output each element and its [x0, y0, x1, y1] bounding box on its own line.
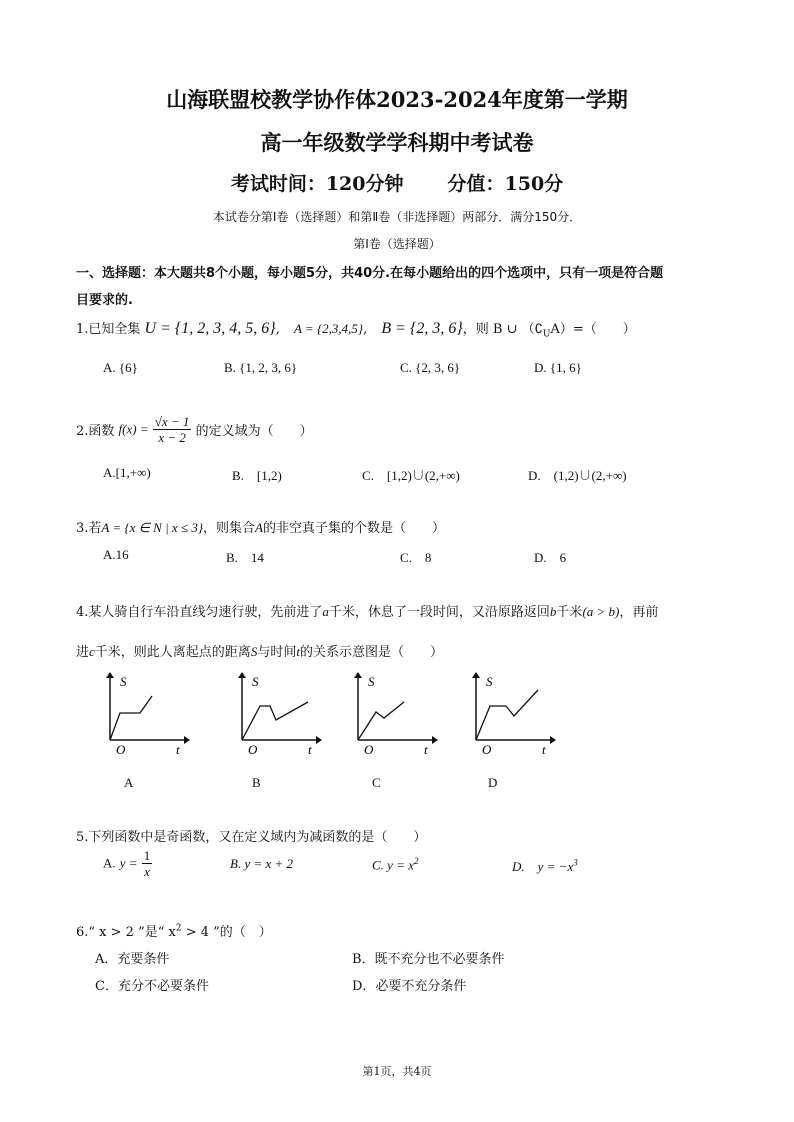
q4-var-c: c [89, 644, 95, 659]
q4-graph-a-origin: O [116, 742, 126, 755]
q5-option-a-label: A. [103, 855, 116, 871]
q4-text-f: 千米，则此人离起点的距离 [94, 645, 251, 660]
q1-suffix2: A）=（ ） [550, 322, 636, 337]
q1-option-d[interactable]: D. {1, 6} [534, 360, 582, 375]
q2-denominator: x − 2 [158, 430, 186, 445]
q2-fx: f(x) = [118, 421, 149, 437]
q5-option-a-fraction [142, 848, 153, 879]
q5-option-a-num: 1 [143, 848, 151, 863]
q2-option-d[interactable]: D. (1,2)∪(2,+∞) [528, 468, 627, 483]
q4-graph-c-axis-s: S [368, 674, 375, 689]
q4-graph-d[interactable] [466, 670, 556, 755]
q3-set: A = {x ∈ N | x ≤ 3} [101, 520, 204, 535]
q4-graph-c-origin: O [364, 742, 374, 755]
q5-option-c-label: C. y = x [372, 857, 414, 873]
q4-var-b: b [549, 604, 557, 619]
q1-suffix: ，则 B ∪ （∁ [462, 322, 543, 337]
q3-set-a: A [255, 520, 263, 535]
q4-graph-c-axis-t: t [424, 742, 428, 755]
q4-graph-b-axis-t: t [308, 742, 312, 755]
q1-sub: U [542, 329, 551, 340]
q4-graph-a[interactable] [100, 670, 190, 755]
q5-option-c-sup: 2 [413, 856, 419, 866]
question-1: 1.已知全集 U = {1, 2, 3, 4, 5, 6}, A = {2,3,4,5}, B = {2, 3, 6}，则 B ∪ $(∁_UA)=$（ ） [76, 320, 636, 340]
section1-line2: 目要求的. [76, 293, 133, 308]
exam-meta [0, 169, 794, 196]
q4-graph-d-axis-t: t [542, 742, 546, 755]
q4-text-d: ，再前 [619, 605, 659, 620]
question-3 [76, 517, 445, 536]
exam-title-line2: 高一年级数学学科期中考试卷 [260, 130, 534, 155]
q4-graph-a-axis-t: t [176, 742, 180, 755]
q3-option-a[interactable]: A.16 [103, 547, 129, 562]
q6-stem-sup: 2 [175, 923, 182, 934]
q4-graph-b-origin: O [248, 742, 258, 755]
q1-option-c[interactable]: C. {2, 3, 6} [400, 360, 461, 375]
q5-option-c[interactable] [372, 856, 418, 873]
q2-numerator: √x − 1 [154, 414, 190, 429]
question-6 [76, 921, 272, 940]
q6-option-b[interactable]: B．既不充分也不必要条件 [352, 952, 505, 967]
q6-stem-a: 6.“ x > 2 ”是“ x [76, 925, 176, 940]
q3-option-b[interactable]: B. 14 [226, 550, 264, 565]
section1-line1: 一、选择题：本大题共8个小题，每小题5分，共40分.在每小题给出的四个选项中，只有一项是符合题 [76, 266, 664, 281]
q5-option-a-den: x [144, 864, 150, 879]
q4-text-g: 与时间 [257, 645, 297, 660]
q4-option-a[interactable]: A [124, 775, 134, 790]
q5-option-a-lhs: y = [119, 855, 138, 871]
q3-option-d[interactable]: D. 6 [534, 550, 567, 565]
part-title: 第Ⅰ卷（选择题） [353, 237, 441, 251]
question-5: 5.下列函数中是奇函数，又在定义域内为减函数的是（ ） [76, 830, 427, 845]
q1-option-a[interactable]: A. {6} [103, 360, 138, 375]
q6-option-a[interactable]: A．充要条件 [95, 952, 170, 967]
q1-set-a: A = {2,3,4,5} [293, 321, 364, 336]
q5-option-d-sup: 3 [573, 857, 578, 868]
exam-time: 考试时间：120分钟 [230, 173, 404, 195]
q1-set-u: U = {1, 2, 3, 4, 5, 6} [144, 320, 276, 337]
q4-option-c[interactable]: C [372, 775, 381, 790]
q4-option-d[interactable]: D [488, 775, 498, 790]
q4-condition: (a > b) [582, 604, 620, 619]
q4-graph-b-axis-s: S [252, 674, 259, 689]
q6-stem-b: > 4 ”的（ ） [181, 925, 272, 940]
q4-text-c: 千米 [556, 605, 583, 620]
q2-option-c[interactable]: C. [1,2)∪(2,+∞) [362, 468, 460, 483]
q4-var-t: t [296, 644, 300, 659]
q4-var-a: a [322, 604, 329, 619]
q5-option-d-label: D. y = −x [512, 859, 574, 874]
question-4-line1 [76, 601, 658, 620]
q4-graph-a-axis-s: S [120, 674, 127, 689]
q4-text-e: 进 [76, 645, 90, 660]
q4-graph-d-origin: O [482, 742, 492, 755]
page-number: 第1页，共4页 [362, 1065, 432, 1078]
q1-option-b[interactable]: B. {1, 2, 3, 6} [224, 360, 298, 375]
q2-prefix: 2.函数 [76, 424, 115, 439]
q4-option-b[interactable]: B [252, 775, 261, 790]
q2-option-b[interactable]: B. [1,2) [232, 468, 282, 483]
q5-option-d[interactable] [512, 856, 578, 875]
q2-option-a[interactable]: A.[1,+∞) [103, 465, 151, 480]
q3-option-c[interactable]: C. 8 [400, 550, 432, 565]
q4-graph-b[interactable] [232, 670, 322, 755]
q4-graph-c[interactable] [348, 670, 438, 755]
q1-set-b: B = {2, 3, 6} [381, 320, 463, 337]
q4-graph-d-axis-s: S [486, 674, 493, 689]
exam-title-line1: 山海联盟校教学协作体2023-2024年度第一学期 [166, 87, 628, 112]
q2-suffix: 的定义域为（ ） [195, 424, 313, 439]
q6-option-c[interactable]: C．充分不必要条件 [95, 979, 209, 994]
q3-suffix2: 的非空真子集的个数是（ ） [263, 521, 446, 536]
q3-prefix: 3.若 [76, 521, 102, 536]
q1-prefix: 1.已知全集 [76, 322, 141, 337]
q4-var-s: S [250, 644, 258, 659]
q6-option-d[interactable]: D．必要不充分条件 [352, 979, 467, 994]
q4-text-h: 的关系示意图是（ ） [299, 645, 443, 660]
q3-suffix: ，则集合 [203, 521, 256, 536]
q4-text-a: 4.某人骑自行车沿直线匀速行驶，先前进了 [76, 605, 323, 620]
q5-option-b[interactable]: B. y = x + 2 [230, 856, 294, 871]
q4-text-b: 千米，休息了一段时间，又沿原路返回 [328, 605, 550, 620]
exam-note: 本试卷分第Ⅰ卷（选择题）和第Ⅱ卷（非选择题）两部分．满分150分． [212, 210, 582, 224]
exam-score: 分值：150分 [447, 173, 564, 195]
question-2 [76, 414, 313, 445]
q2-fraction [153, 414, 192, 445]
q5-option-a[interactable] [103, 848, 152, 879]
question-4-line2 [76, 641, 443, 660]
